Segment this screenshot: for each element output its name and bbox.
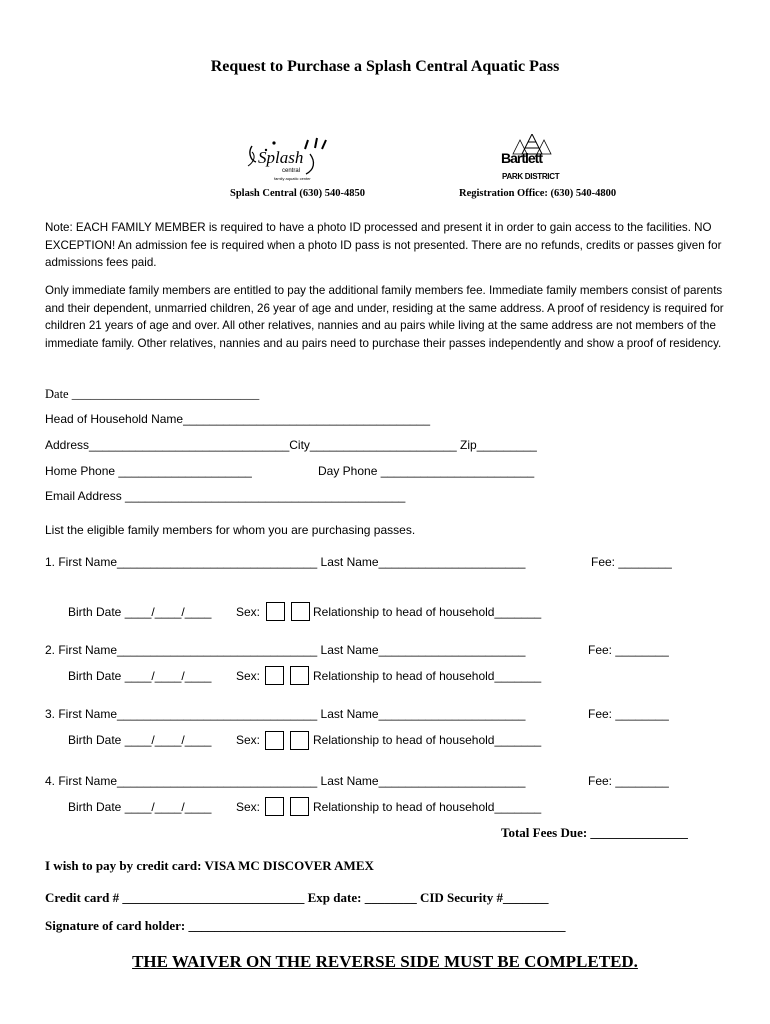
bartlett-subtitle: PARK DISTRICT [502, 172, 560, 181]
member-4-sex-checkbox-b[interactable] [290, 797, 309, 816]
bartlett-caption: Registration Office: (630) 540-4800 [459, 188, 617, 199]
member-1-sex-label: Sex: [236, 605, 261, 619]
splash-tagline: family aquatic center [274, 176, 311, 181]
date-field[interactable]: Date ______________________________ [45, 387, 260, 401]
member-3-relationship-field[interactable]: Relationship to head of household_______ [313, 733, 542, 747]
bartlett-wordmark: Bartlett [501, 150, 543, 166]
splash-subtitle: central [282, 168, 301, 174]
member-4-relationship-field[interactable]: Relationship to head of household_______ [313, 800, 542, 814]
signature-field[interactable]: Signature of card holder: __________________________________________________________ [45, 918, 566, 933]
member-2-birth-date-field[interactable]: Birth Date ____/____/____ [68, 669, 212, 683]
member-4-fee-field[interactable]: Fee: ________ [588, 774, 669, 788]
waiver-notice: THE WAIVER ON THE REVERSE SIDE MUST BE COMPLETED. [132, 952, 638, 971]
member-4-sex-label: Sex: [236, 800, 261, 814]
member-3-fee-field[interactable]: Fee: ________ [588, 707, 669, 721]
address-field[interactable]: Address______________________________City______________________ Zip_________ [45, 438, 537, 452]
member-4-birth-date-field[interactable]: Birth Date ____/____/____ [68, 800, 212, 814]
member-2-relationship-field[interactable]: Relationship to head of household_______ [313, 669, 542, 683]
member-1-name-field[interactable]: 1. First Name______________________________ Last Name______________________ [45, 555, 526, 569]
day-phone-field[interactable]: Day Phone _______________________ [318, 464, 535, 478]
home-phone-field[interactable]: Home Phone ____________________ [45, 464, 252, 478]
list-intro: List the eligible family members for whom you are purchasing passes. [45, 523, 416, 537]
total-fees-field[interactable]: Total Fees Due: _______________ [501, 825, 688, 840]
member-1-sex-checkbox-a[interactable] [266, 602, 285, 621]
splash-wordmark: Splash [258, 148, 304, 167]
member-2-fee-field[interactable]: Fee: ________ [588, 643, 669, 657]
member-1-birth-date-field[interactable]: Birth Date ____/____/____ [68, 605, 212, 619]
email-field[interactable]: Email Address __________________________________________ [45, 489, 406, 503]
bartlett-logo [500, 134, 564, 186]
member-3-name-field[interactable]: 3. First Name______________________________ Last Name______________________ [45, 707, 526, 721]
note-paragraph: Note: EACH FAMILY MEMBER is required to have a photo ID processed and present it in order to gain access to the facilities. NO EXCEPTION! An admission fee is required when a photo ID pass is not presented. There are no refunds, credits or passes given for admissions fees paid. [45, 221, 722, 269]
member-2-sex-label: Sex: [236, 669, 261, 683]
member-3-sex-label: Sex: [236, 733, 261, 747]
member-3-birth-date-field[interactable]: Birth Date ____/____/____ [68, 733, 212, 747]
credit-card-field[interactable]: Credit card # ____________________________ Exp date: ________ CID Security #_______ [45, 890, 549, 905]
member-2-sex-checkbox-b[interactable] [290, 666, 309, 685]
splash-caption: Splash Central (630) 540-4850 [230, 188, 366, 199]
member-2-sex-checkbox-a[interactable] [265, 666, 284, 685]
member-2-name-field[interactable]: 2. First Name______________________________ Last Name______________________ [45, 643, 526, 657]
member-4-name-field[interactable]: 4. First Name______________________________ Last Name______________________ [45, 774, 526, 788]
member-1-relationship-field[interactable]: Relationship to head of household_______ [313, 605, 542, 619]
head-of-household-field[interactable]: Head of Household Name_____________________________________ [45, 412, 431, 426]
member-4-sex-checkbox-a[interactable] [265, 797, 284, 816]
member-3-sex-checkbox-a[interactable] [265, 731, 284, 750]
member-1-sex-checkbox-b[interactable] [291, 602, 310, 621]
member-1-fee-field[interactable]: Fee: ________ [591, 555, 672, 569]
member-3-sex-checkbox-b[interactable] [290, 731, 309, 750]
credit-card-choice[interactable]: I wish to pay by credit card: VISA MC DISCOVER AMEX [45, 858, 374, 873]
family-paragraph: Only immediate family members are entitled to pay the additional family members fee. Immediate family members consist of parents and their dependent, unmarried children, 26 year of age and under, residing at the same address. A proof of residency is required for children 21 years of age and over. All other relatives, nannies and au pairs while living at the same address are not members of the immediate family. Other relatives, nannies and au pairs need to purchase their passes independently and show a proof of residency. [45, 284, 724, 350]
page-title: Request to Purchase a Splash Central Aquatic Pass [210, 58, 560, 75]
splash-logo [244, 136, 339, 186]
